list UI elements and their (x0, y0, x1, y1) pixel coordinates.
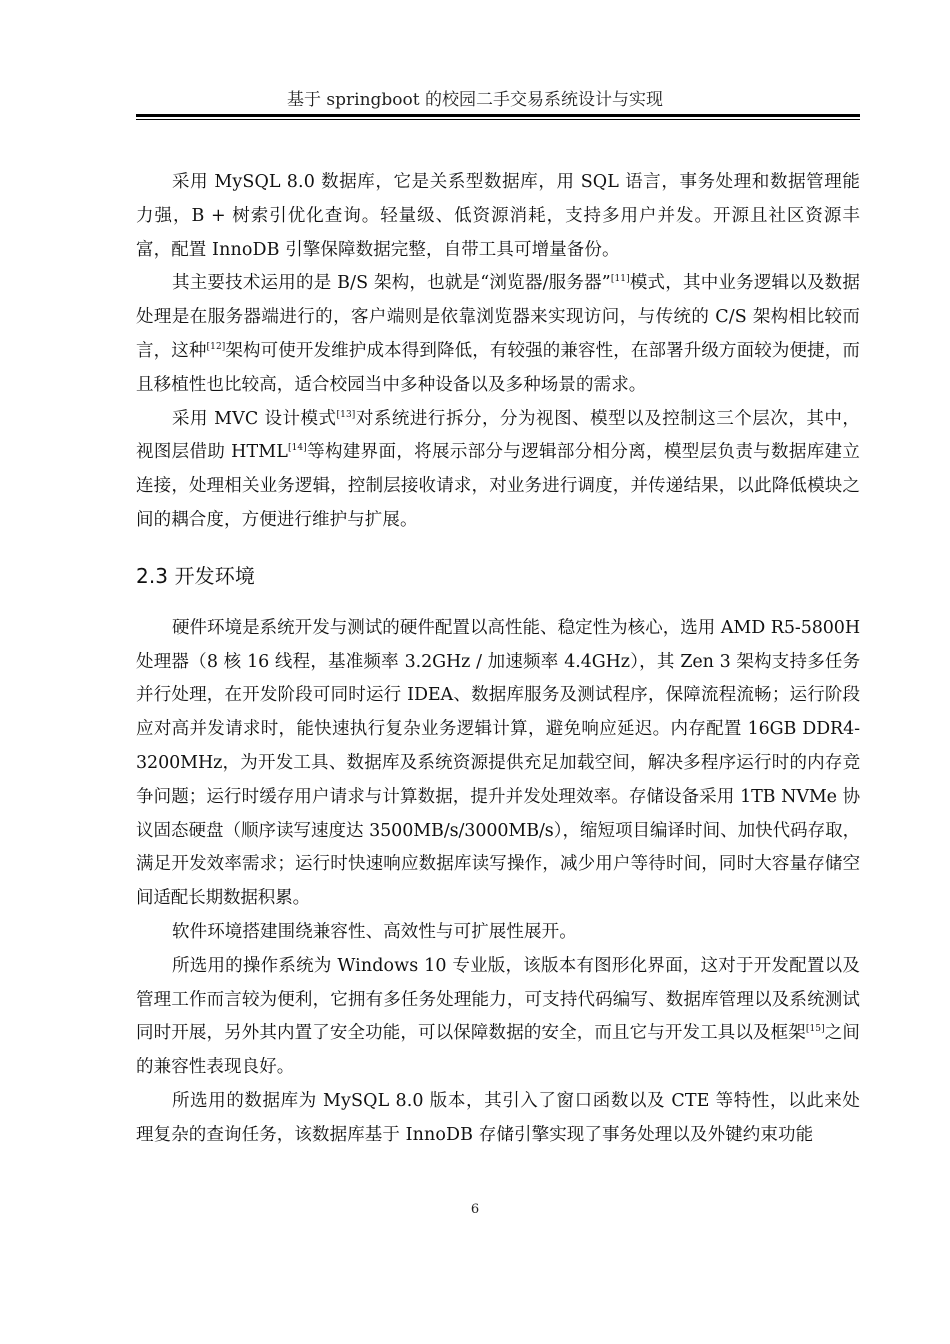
page-body (136, 166, 860, 1153)
paragraph-text: 架构可使开发维护成本得到降低，有较强的兼容性，在部署升级方面较为便捷，而且移植性也比较高，适合校园当中多种设备以及多种场景的需求。 (136, 340, 860, 395)
citation-ref: [12] (206, 341, 226, 352)
paragraph-software-intro: 软件环境搭建围绕兼容性、高效性与可扩展性展开。 (172, 921, 577, 942)
paragraph-hardware: 硬件环境是系统开发与测试的硬件配置以高性能、稳定性为核心，选用 AMD R5-5800H 处理器（8 核 16 线程，基准频率 3.2GHz / 加速频率 4.4GHz），其 Zen 3 架构支持多任务并行处理，在开发阶段可同时运行 IDEA、数据库服务及测试程序，保障流程流畅；运行阶段应对高并发请求时，能快速执行复杂业务逻辑计算，避免响应延迟。内存配置 16GB DDR4-3200MHz，为开发工具、数据库及系统资源提供充足加载空间，解决多程序运行时的内存竞争问题；运行时缓存用户请求与计算数据，提升并发处理效率。存储设备采用 1TB NVMe 协议固态硬盘（顺序读写速度达 3500MB/s/3000MB/s），缩短项目编译时间、加快代码存取，满足开发效率需求；运行时快速响应数据库读写操作，减少用户等待时间，同时大容量存储空间适配长期数据积累。 (136, 617, 860, 909)
paragraph-text: 模式，其中业务逻辑以及数据处理是在服务器端进行的，客户端则是依靠浏览器来实现访问，与传统的 C/S 架构相比较而言，这种 (136, 273, 860, 361)
paragraph-text: 等构建界面，将展示部分与逻辑部分相分离，模型层负责与数据库建立连接，处理相关业务逻辑，控制层接收请求，对业务进行调度，并传递结果，以此降低模块之间的耦合度，方便进行维护与扩展。 (136, 442, 860, 530)
paragraph-bs-architecture (136, 267, 860, 402)
paragraph-mvc (136, 403, 860, 538)
paragraph-text: 采用 MVC 设计模式 (172, 408, 337, 429)
header-rule-thin (136, 119, 860, 120)
citation-ref: [14] (288, 443, 307, 454)
section-heading: 2.3 开发环境 (136, 563, 255, 588)
paragraph-text: 所选用的操作系统为 Windows 10 专业版，该版本有图形化界面，这对于开发配置以及管理工作而言较为便利，它拥有多任务处理能力，可支持代码编写、数据库管理以及系统测试同时开展，另外其内置了安全功能，可以保障数据的安全，而且它与开发工具以及框架 (136, 955, 860, 1044)
header-rule-thick (136, 114, 860, 117)
citation-ref: [13] (336, 409, 356, 420)
citation-ref: [15] (805, 1024, 825, 1035)
paragraph-text: 之间的兼容性表现良好。 (136, 1023, 861, 1078)
paragraph-os (136, 950, 860, 1085)
paragraph-text: 其主要技术运用的是 B/S 架构，也就是“浏览器/服务器” (172, 273, 611, 294)
paragraph-mysql: 采用 MySQL 8.0 数据库，它是关系型数据库，用 SQL 语言，事务处理和数据管理能力强，B + 树索引优化查询。轻量级、低资源消耗，支持多用户并发。开源且社区资源丰富，配置 InnoDB 引擎保障数据完整，自带工具可增量备份。 (136, 172, 860, 260)
paragraph-text: 对系统进行拆分，分为视图、模型以及控制这三个层次，其中，视图层借助 HTML (136, 408, 860, 463)
paragraph-database: 所选用的数据库为 MySQL 8.0 版本，其引入了窗口函数以及 CTE 等特性，以此来处理复杂的查询任务，该数据库基于 InnoDB 存储引擎实现了事务处理以及外键约束功能 (136, 1090, 860, 1145)
citation-ref: [11] (610, 274, 630, 285)
page-number: 6 (470, 1202, 480, 1217)
running-header: 基于 springboot 的校园二手交易系统设计与实现 (287, 90, 663, 110)
